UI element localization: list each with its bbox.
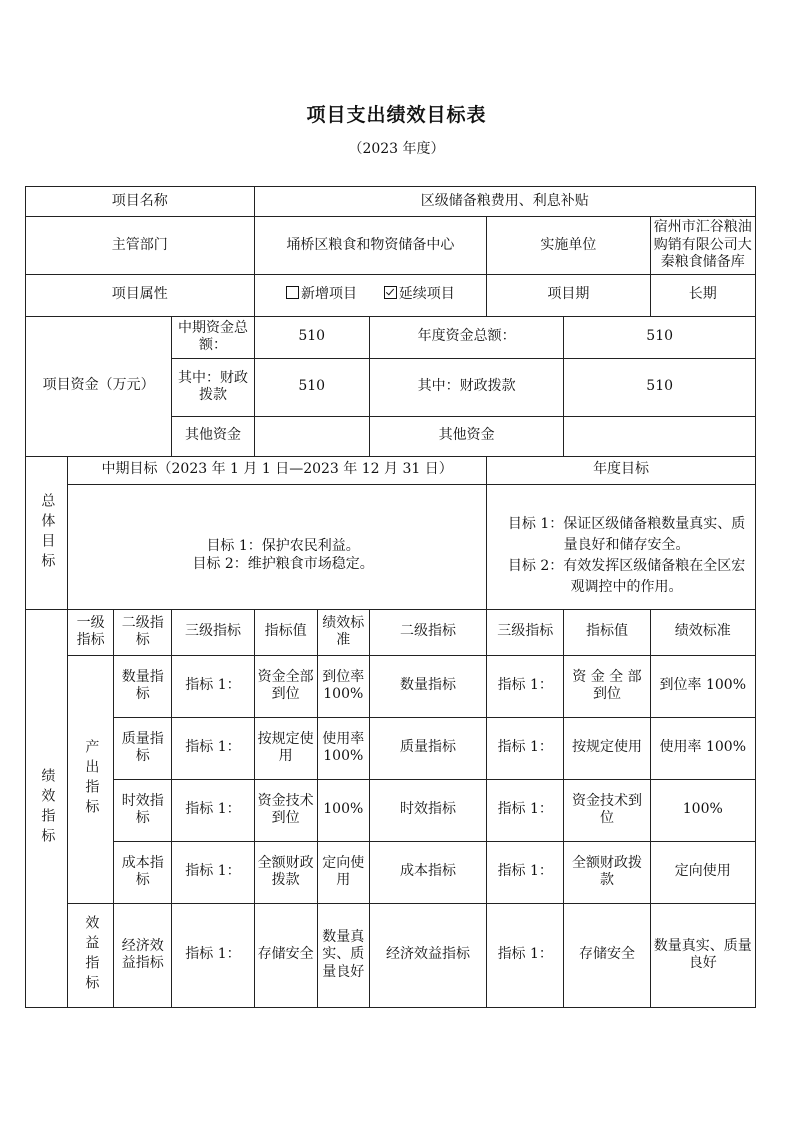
value-cell: 全额财政拨款: [254, 841, 317, 903]
year-total-value: 510: [564, 316, 756, 358]
header-level3: 三级指标: [172, 609, 254, 655]
level2-year-cell: 经济效益指标: [369, 903, 486, 1007]
period-label: 项目期: [487, 274, 650, 316]
table-row: [26, 841, 756, 903]
row-project-attribute: [26, 274, 756, 316]
level3-cell: 指标 1：: [172, 841, 254, 903]
year-fiscal-value: 510: [564, 358, 756, 416]
value-cell: 资金技术到位: [254, 779, 317, 841]
standard-cell: 使用率100%: [317, 717, 369, 779]
benefit-indicator-label: 效益指标: [68, 903, 114, 1007]
checked-box-icon[interactable]: [384, 286, 397, 299]
header-level1: 一级指标: [68, 609, 114, 655]
year-goal-2: 目标 2：有效发挥区级储备粮在全区宏观调控中的作用。: [507, 557, 746, 595]
standard-cell: 100%: [317, 779, 369, 841]
new-project-option[interactable]: 新增项目: [286, 286, 357, 302]
header-level2: 二级指标: [114, 609, 172, 655]
value-year-cell: 资 金 全 部到位: [564, 655, 650, 717]
header-value-year: 指标值: [564, 609, 650, 655]
level2-year-cell: 成本指标: [369, 841, 486, 903]
row-goals-content: [26, 484, 756, 609]
level3-cell: 指标 1：: [172, 903, 254, 1007]
year-other-label: 其他资金: [369, 416, 564, 456]
header-value: 指标值: [254, 609, 317, 655]
level3-year-cell: 指标 1：: [487, 655, 564, 717]
year-other-value: [564, 416, 756, 456]
table-row: [26, 717, 756, 779]
mid-fiscal-label: 其中：财政拨款: [172, 358, 254, 416]
header-standard-year: 绩效标准: [650, 609, 755, 655]
document-year: （2023 年度）: [348, 141, 445, 157]
level2-year-cell: 质量指标: [369, 717, 486, 779]
project-name-value: 区级储备粮费用、利息补贴: [254, 187, 755, 217]
standard-year-cell: 到位率 100%: [650, 655, 755, 717]
value-cell: 按规定使用: [254, 717, 317, 779]
attr-options: [254, 274, 487, 316]
value-year-cell: 存储安全: [564, 903, 650, 1007]
standard-year-cell: 100%: [650, 779, 755, 841]
level3-cell: 指标 1：: [172, 655, 254, 717]
funds-label: 项目资金（万元）: [26, 316, 172, 456]
value-cell: 存储安全: [254, 903, 317, 1007]
row-department: [26, 217, 756, 275]
dept-value: 埇桥区粮食和物资储备中心: [254, 217, 487, 275]
level3-year-cell: 指标 1：: [487, 779, 564, 841]
table-row: [26, 779, 756, 841]
mid-goal-header: 中期目标（2023 年 1 月 1 日—2023 年 12 月 31 日）: [68, 456, 487, 484]
level3-year-cell: 指标 1：: [487, 717, 564, 779]
row-perf-header: [26, 609, 756, 655]
impl-unit-value: 宿州市汇谷粮油购销有限公司大秦粮食储备库: [650, 217, 755, 275]
mid-other-value: [254, 416, 369, 456]
mid-goal-1: 目标 1：保护农民利益。: [206, 538, 360, 554]
perf-label: 绩效指标: [26, 609, 68, 1007]
mid-total-label: 中期资金总额：: [172, 316, 254, 358]
standard-cell: 到位率100%: [317, 655, 369, 717]
period-value: 长期: [650, 274, 755, 316]
row-funds-total: [26, 316, 756, 358]
value-year-cell: 资金技术到位: [564, 779, 650, 841]
level3-year-cell: 指标 1：: [487, 841, 564, 903]
level2-cell: 时效指标: [114, 779, 172, 841]
project-name-label: 项目名称: [26, 187, 255, 217]
mid-goal-content: [68, 484, 487, 609]
level3-cell: 指标 1：: [172, 717, 254, 779]
value-year-cell: 按规定使用: [564, 717, 650, 779]
mid-goal-2: 目标 2：维护粮食市场稳定。: [192, 555, 374, 572]
level2-cell: 质量指标: [114, 717, 172, 779]
output-indicator-label: 产出指标: [68, 655, 114, 903]
unchecked-box-icon[interactable]: [286, 286, 299, 299]
standard-cell: 定向使用: [317, 841, 369, 903]
standard-year-cell: 使用率 100%: [650, 717, 755, 779]
header-level3-year: 三级指标: [487, 609, 564, 655]
standard-year-cell: 数量真实、质量良好: [650, 903, 755, 1007]
impl-unit-label: 实施单位: [487, 217, 650, 275]
row-project-name: [26, 187, 756, 217]
standard-year-cell: 定向使用: [650, 841, 755, 903]
level2-cell: 数量指标: [114, 655, 172, 717]
continue-project-option[interactable]: 延续项目: [384, 286, 455, 302]
year-goal-header: 年度目标: [487, 456, 756, 484]
level2-year-cell: 数量指标: [369, 655, 486, 717]
value-cell: 资金全部到位: [254, 655, 317, 717]
performance-target-table: [25, 186, 756, 1008]
year-total-label: 年度资金总额：: [369, 316, 564, 358]
table-row: [26, 903, 756, 1007]
level2-cell: 成本指标: [114, 841, 172, 903]
header-standard: 绩效标准: [317, 609, 369, 655]
level3-year-cell: 指标 1：: [487, 903, 564, 1007]
table-row: [26, 655, 756, 717]
document-title: 项目支出绩效目标表: [306, 104, 487, 126]
row-goals-header: [26, 456, 756, 484]
value-year-cell: 全额财政拨款: [564, 841, 650, 903]
level3-cell: 指标 1：: [172, 779, 254, 841]
year-fiscal-label: 其中：财政拨款: [369, 358, 564, 416]
attr-label: 项目属性: [26, 274, 255, 316]
mid-fiscal-value: 510: [254, 358, 369, 416]
goals-label: 总体目标: [26, 456, 68, 609]
standard-cell: 数量真实、质量良好: [317, 903, 369, 1007]
year-goal-1: 目标 1：保证区级储备粮数量真实、质量良好和储存安全。: [507, 515, 746, 553]
dept-label: 主管部门: [26, 217, 255, 275]
level2-cell: 经济效益指标: [114, 903, 172, 1007]
mid-other-label: 其他资金: [172, 416, 254, 456]
header-level2-year: 二级指标: [369, 609, 486, 655]
year-goal-content: [487, 484, 756, 609]
mid-total-value: 510: [254, 316, 369, 358]
level2-year-cell: 时效指标: [369, 779, 486, 841]
